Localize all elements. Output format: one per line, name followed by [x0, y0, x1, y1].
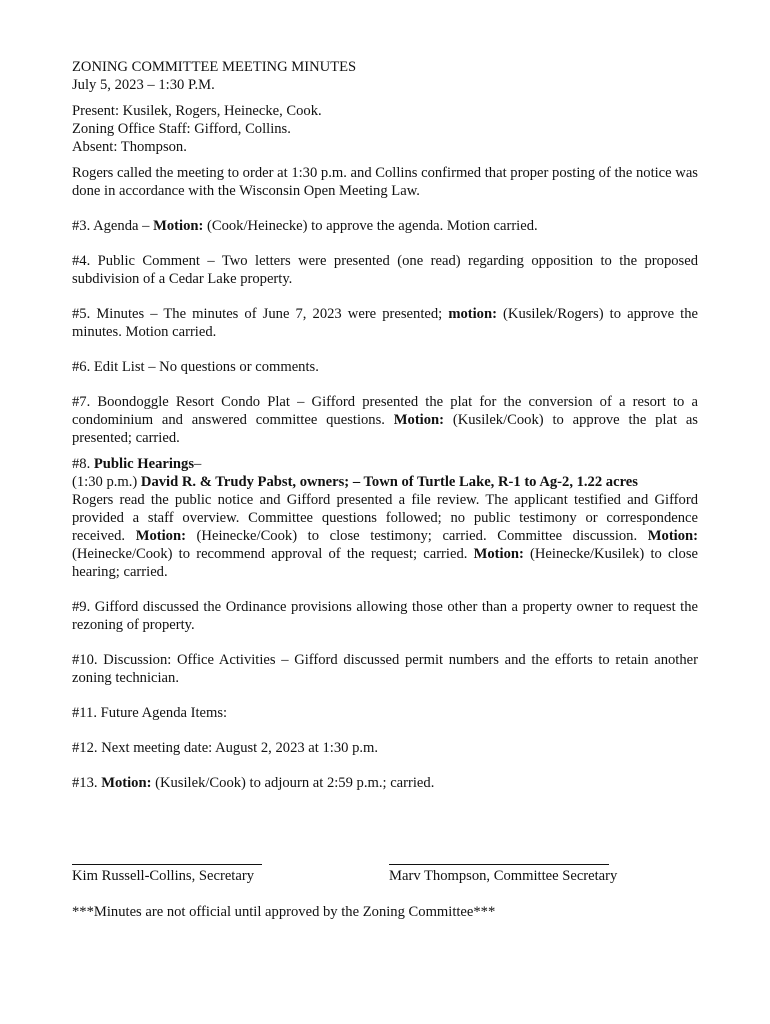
item-edit-list: #6. Edit List – No questions or comments. — [72, 359, 319, 375]
hearings-dash: – — [194, 456, 202, 472]
item-adjourn-text: (Kusilek/Cook) to adjourn at 2:59 p.m.; carried. — [151, 775, 435, 791]
signature-left — [72, 848, 262, 885]
item-condo-plat-text: (Kusilek/Cook) to approve the plat as presented; carried. — [72, 412, 698, 446]
hearings-title: Public Hearings — [93, 456, 195, 472]
item-minutes — [72, 305, 698, 341]
hearing-body-text: (Heinecke/Cook) to recommend approval of the request; carried. — [72, 546, 474, 562]
hearing-time: (1:30 p.m.) — [72, 474, 141, 490]
signature-name-right: Marv Thompson, Committee Secretary — [389, 868, 618, 884]
motion-label: Motion: — [101, 775, 152, 791]
present-list: Present: Kusilek, Rogers, Heinecke, Cook. — [72, 103, 322, 119]
signature-right — [389, 848, 618, 885]
item-discussion: #10. Discussion: Office Activities – Gifford discussed permit numbers and the efforts to retain another zoning technician. — [72, 652, 698, 686]
item-agenda-prefix: #3. Agenda – — [72, 218, 154, 234]
footer-note: ***Minutes are not official until approved by the Zoning Committee*** — [72, 904, 496, 920]
motion-label: Motion: — [473, 546, 524, 562]
document-title: ZONING COMMITTEE MEETING MINUTES — [72, 59, 357, 75]
item-minutes-prefix: #5. Minutes – The minutes of June 7, 2023 were presented; — [72, 306, 449, 322]
motion-label: motion: — [448, 306, 497, 322]
hearing-case-title: David R. & Trudy Pabst, owners; – Town of Turtle Lake, R-1 to Ag-2, 1.22 acres — [140, 474, 638, 490]
staff-list: Zoning Office Staff: Gifford, Collins. — [72, 121, 291, 137]
item-minutes-text: (Kusilek/Rogers) to approve the minutes. Motion carried. — [72, 306, 699, 340]
hearing-body — [72, 491, 698, 581]
hearings-number: #8. — [72, 456, 94, 472]
item-agenda — [72, 217, 698, 235]
minutes-body — [72, 58, 698, 792]
item-public-hearings — [72, 455, 698, 581]
hearing-body-text: (Heinecke/Kusilek) to close hearing; carried. — [72, 546, 698, 580]
item-condo-plat — [72, 393, 698, 447]
item-adjourn — [72, 774, 698, 792]
meeting-date: July 5, 2023 – 1:30 P.M. — [72, 77, 215, 93]
attendance-block — [72, 102, 698, 156]
item-condo-plat-prefix: #7. Boondoggle Resort Condo Plat – Gifford presented the plat for the conversion of a resort to a condominium and answered committee questions. — [72, 394, 698, 428]
call-to-order: Rogers called the meeting to order at 1:30 p.m. and Collins confirmed that proper posting of the notice was done in accordance with the Wisconsin Open Meeting Law. — [72, 165, 698, 199]
motion-label: Motion: — [153, 218, 204, 234]
motion-label: Motion: — [647, 528, 699, 544]
hearings-heading — [72, 455, 698, 473]
signature-line — [72, 848, 262, 865]
item-future-agenda: #11. Future Agenda Items: — [72, 705, 228, 721]
item-adjourn-prefix: #13. — [72, 775, 102, 791]
item-ordinance: #9. Gifford discussed the Ordinance provisions allowing those other than a property owner to request the rezoning of property. — [72, 599, 698, 633]
hearing-body-text: Rogers read the public notice and Gifford presented a file review. The applicant testified and Gifford provided a staff overview. Committee questions followed; no public testimony or correspondence received. — [72, 492, 698, 544]
document-header — [72, 58, 698, 94]
item-public-comment: #4. Public Comment – Two letters were presented (one read) regarding opposition to the proposed subdivision of a Cedar Lake property. — [72, 253, 698, 287]
absent-list: Absent: Thompson. — [72, 139, 187, 155]
signature-line — [389, 848, 609, 865]
hearing-case — [72, 473, 698, 491]
motion-label: Motion: — [135, 528, 186, 544]
hearing-body-text: (Heinecke/Cook) to close testimony; carried. Committee discussion. — [185, 528, 648, 544]
motion-label: Motion: — [393, 412, 445, 428]
signature-row — [72, 848, 698, 888]
item-agenda-text: (Cook/Heinecke) to approve the agenda. Motion carried. — [203, 218, 538, 234]
item-next-meeting: #12. Next meeting date: August 2, 2023 at 1:30 p.m. — [72, 740, 379, 756]
signature-name-left: Kim Russell-Collins, Secretary — [72, 868, 254, 884]
